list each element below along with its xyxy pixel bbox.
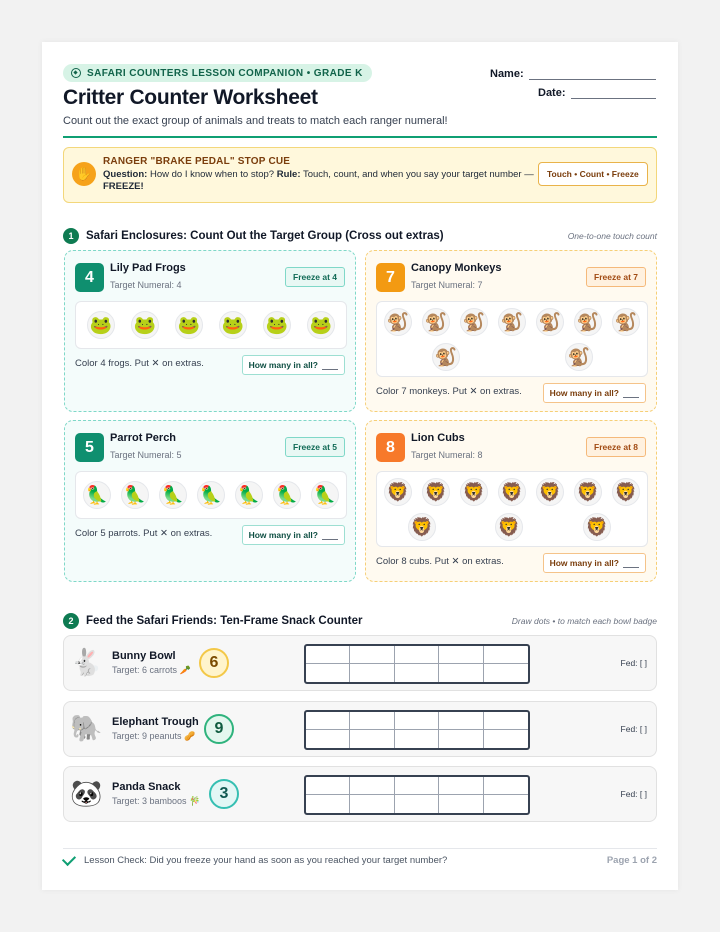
section-title: Feed the Safari Friends: Ten-Frame Snack Counter [86,615,363,627]
freeze-tag: Freeze at 4 [285,267,345,287]
section-note: One-to-one touch count [567,231,657,241]
how-many-label: How many in all? [549,388,619,398]
card-title: Lily Pad Frogs [110,262,186,274]
lion-icon[interactable]: 🦁 [408,513,436,541]
date-field[interactable] [571,98,656,99]
section-1-header [63,228,444,244]
snack-row-panda [63,766,657,822]
how-many-field[interactable] [543,553,646,573]
how-many-label: How many in all? [248,360,318,370]
freeze-tag: Freeze at 5 [285,437,345,457]
name-label: Name: [490,68,524,80]
rule-end: FREEZE! [103,181,144,192]
monkey-icon[interactable]: 🐒 [422,308,450,336]
question-label: Question: [103,169,148,180]
worksheet-page [42,42,678,890]
card-frogs [64,250,356,412]
footer-divider [63,848,657,849]
animal-box [376,301,648,377]
lion-icon[interactable]: 🦁 [498,478,526,506]
card-lions [365,420,657,582]
lion-icon[interactable]: 🦁 [536,478,564,506]
section-number: 2 [63,613,79,629]
section-number: 1 [63,228,79,244]
page-subtitle: Count out the exact group of animals and treats to match each ranger numeral! [63,115,448,127]
name-field[interactable] [529,79,656,80]
card-target: Target Numeral: 7 [411,280,483,290]
monkey-icon[interactable]: 🐒 [384,308,412,336]
snack-target: Target: 3 bamboos 🎋 [112,796,201,806]
how-many-field[interactable] [242,355,345,375]
animal-box [376,471,648,547]
rule-text: Touch, count, and when you say your target number — [302,169,534,180]
monkey-icon[interactable]: 🐒 [432,343,460,371]
numeral-badge: 4 [75,263,104,292]
bowl-badge: 9 [204,714,234,744]
card-instruction: Color 5 parrots. Put ✕ on extras. [75,528,213,539]
section-note: Draw dots • to match each bowl badge [511,616,657,626]
elephant-icon: 🐘 [70,714,103,744]
page-number: Page 1 of 2 [606,855,657,866]
monkey-icon[interactable]: 🐒 [498,308,526,336]
animal-box [75,301,347,349]
stop-cue-box [63,147,657,203]
snack-row-bunny [63,635,657,691]
parrot-icon[interactable]: 🦜 [311,481,339,509]
panda-icon: 🐼 [70,779,103,809]
lesson-pill [63,64,372,82]
numeral-badge: 5 [75,433,104,462]
card-parrots [64,420,356,582]
snack-target: Target: 9 peanuts 🥜 [112,731,196,741]
lion-icon[interactable]: 🦁 [422,478,450,506]
question-text: How do I know when to stop? [149,169,275,180]
page-title: Critter Counter Worksheet [63,86,318,109]
parrot-icon[interactable]: 🦜 [83,481,111,509]
snack-title: Elephant Trough [112,716,199,728]
card-title: Lion Cubs [411,432,465,444]
touch-count-freeze-button[interactable]: Touch • Count • Freeze [538,162,648,186]
fed-field[interactable]: Fed: [ ] [620,658,647,668]
fed-field[interactable]: Fed: [ ] [620,789,647,799]
card-instruction: Color 4 frogs. Put ✕ on extras. [75,358,204,369]
card-target: Target Numeral: 8 [411,450,483,460]
numeral-badge: 7 [376,263,405,292]
section-title: Safari Enclosures: Count Out the Target Group (Cross out extras) [86,230,444,242]
lion-icon[interactable]: 🦁 [460,478,488,506]
parrot-icon[interactable]: 🦜 [197,481,225,509]
frog-icon[interactable]: 🐸 [219,311,247,339]
fed-field[interactable]: Fed: [ ] [620,724,647,734]
monkey-icon[interactable]: 🐒 [565,343,593,371]
frog-icon[interactable]: 🐸 [175,311,203,339]
freeze-tag: Freeze at 8 [586,437,646,457]
animal-box [75,471,347,519]
card-monkeys [365,250,657,412]
lion-icon[interactable]: 🦁 [495,513,523,541]
lesson-check [63,855,447,866]
header-divider [63,136,657,138]
card-instruction: Color 7 monkeys. Put ✕ on extras. [376,386,522,397]
snack-target: Target: 6 carrots 🥕 [112,665,191,675]
card-target: Target Numeral: 4 [110,280,182,290]
how-many-field[interactable] [242,525,345,545]
how-many-field[interactable] [543,383,646,403]
lesson-check-text: Lesson Check: Did you freeze your hand as soon as you reached your target number? [84,855,448,866]
hand-stop-icon: ✋ [72,162,96,186]
pill-text: SAFARI COUNTERS LESSON COMPANION • GRADE K [87,67,363,79]
snack-title: Panda Snack [112,781,181,793]
frog-icon[interactable]: 🐸 [87,311,115,339]
card-title: Canopy Monkeys [411,262,502,274]
snack-title: Bunny Bowl [112,650,176,662]
card-target: Target Numeral: 5 [110,450,182,460]
parrot-icon[interactable]: 🦜 [235,481,263,509]
ten-frame[interactable] [304,710,530,750]
monkey-icon[interactable]: 🐒 [574,308,602,336]
cue-text [103,169,535,193]
compass-icon [71,68,81,78]
card-title: Parrot Perch [110,432,177,444]
bowl-badge: 3 [209,779,239,809]
ten-frame[interactable] [304,644,530,684]
lion-icon[interactable]: 🦁 [612,478,640,506]
frog-icon[interactable]: 🐸 [263,311,291,339]
parrot-icon[interactable]: 🦜 [159,481,187,509]
lion-icon[interactable]: 🦁 [583,513,611,541]
snack-row-elephant [63,701,657,757]
cue-title: RANGER "BRAKE PEDAL" STOP CUE [103,156,291,167]
monkey-icon[interactable]: 🐒 [536,308,564,336]
ten-frame[interactable] [304,775,530,815]
how-many-label: How many in all? [549,558,619,568]
frog-icon[interactable]: 🐸 [307,311,335,339]
numeral-badge: 8 [376,433,405,462]
parrot-icon[interactable]: 🦜 [121,481,149,509]
freeze-tag: Freeze at 7 [586,267,646,287]
monkey-icon[interactable]: 🐒 [460,308,488,336]
frog-icon[interactable]: 🐸 [131,311,159,339]
rabbit-icon: 🐇 [70,648,103,678]
check-icon [62,852,76,866]
rule-label: Rule: [276,169,301,180]
lion-icon[interactable]: 🦁 [574,478,602,506]
section-2-header [63,613,363,629]
bowl-badge: 6 [199,648,229,678]
card-instruction: Color 8 cubs. Put ✕ on extras. [376,556,504,567]
lion-icon[interactable]: 🦁 [384,478,412,506]
parrot-icon[interactable]: 🦜 [273,481,301,509]
date-label: Date: [538,87,566,99]
how-many-label: How many in all? [248,530,318,540]
monkey-icon[interactable]: 🐒 [612,308,640,336]
